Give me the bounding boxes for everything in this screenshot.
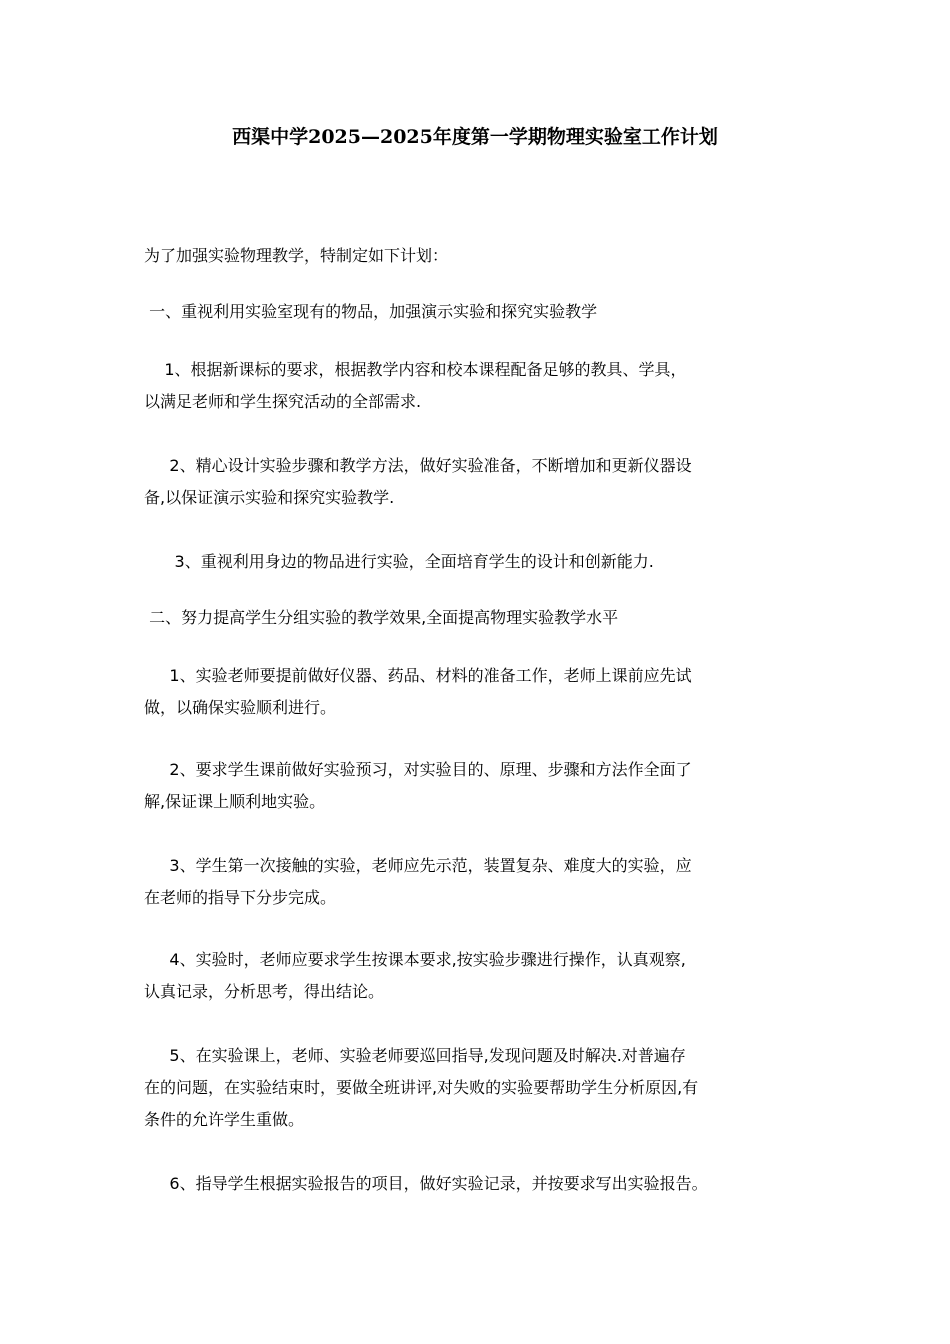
section-2-item-5-line-1: 5、在实验课上，老师、实验老师要巡回指导,发现问题及时解决.对普遍存 [144,1046,686,1065]
section-1-heading [144,296,824,328]
section-1-item-1 [144,354,824,418]
section-1-item-1-line-1: 1、根据新课标的要求，根据教学内容和校本课程配备足够的教具、学具， [144,360,687,379]
section-2-item-1-line-1: 1、实验老师要提前做好仪器、药品、材料的准备工作，老师上课前应先试 [144,666,692,685]
section-1-item-3 [144,546,824,578]
section-2-item-4 [144,944,824,1008]
intro-text: 为了加强实验物理教学，特制定如下计划： [144,246,449,265]
section-2-item-2 [144,754,824,818]
intro-paragraph [144,240,824,272]
section-1-item-2 [144,450,824,514]
section-2-item-5-line-2: 在的问题，在实验结束时，要做全班讲评,对失败的实验要帮助学生分析原因,有 [144,1078,699,1097]
section-2-heading-text: 二、努力提高学生分组实验的教学效果,全面提高物理实验教学水平 [144,608,619,627]
section-2-item-3-line-2: 在老师的指导下分步完成。 [144,888,337,907]
document-title: 西渠中学2025—2025年度第一学期物理实验室工作计划 [232,126,718,148]
section-2-item-4-line-2: 认真记录，分析思考，得出结论。 [144,982,385,1001]
section-1-item-1-line-2: 以满足老师和学生探究活动的全部需求. [144,392,422,411]
section-2-item-6-line-1: 6、指导学生根据实验报告的项目，做好实验记录，并按要求写出实验报告。 [144,1174,708,1193]
section-2-heading [144,602,824,634]
section-2-item-2-line-1: 2、要求学生课前做好实验预习，对实验目的、原理、步骤和方法作全面了 [144,760,692,779]
section-2-item-2-line-2: 解,保证课上顺利地实验。 [144,792,326,811]
section-2-item-5-line-3: 条件的允许学生重做。 [144,1110,305,1129]
section-2-item-6 [144,1168,824,1200]
section-1-heading-text: 一、重视利用实验室现有的物品，加强演示实验和探究实验教学 [144,302,598,321]
section-1-item-2-line-2: 备,以保证演示实验和探究实验教学. [144,488,395,507]
section-1-item-3-line-1: 3、重视利用身边的物品进行实验，全面培育学生的设计和创新能力. [144,552,654,571]
section-2-item-3 [144,850,824,914]
section-2-item-1-line-2: 做，以确保实验顺利进行。 [144,698,337,717]
section-2-item-4-line-1: 4、实验时，老师应要求学生按课本要求,按实验步骤进行操作，认真观察, [144,950,686,969]
section-2-item-3-line-1: 3、学生第一次接触的实验，老师应先示范，装置复杂、难度大的实验，应 [144,856,692,875]
section-1-item-2-line-1: 2、精心设计实验步骤和教学方法，做好实验准备，不断增加和更新仪器设 [144,456,692,475]
section-2-item-1 [144,660,824,724]
section-2-item-5 [144,1040,824,1136]
